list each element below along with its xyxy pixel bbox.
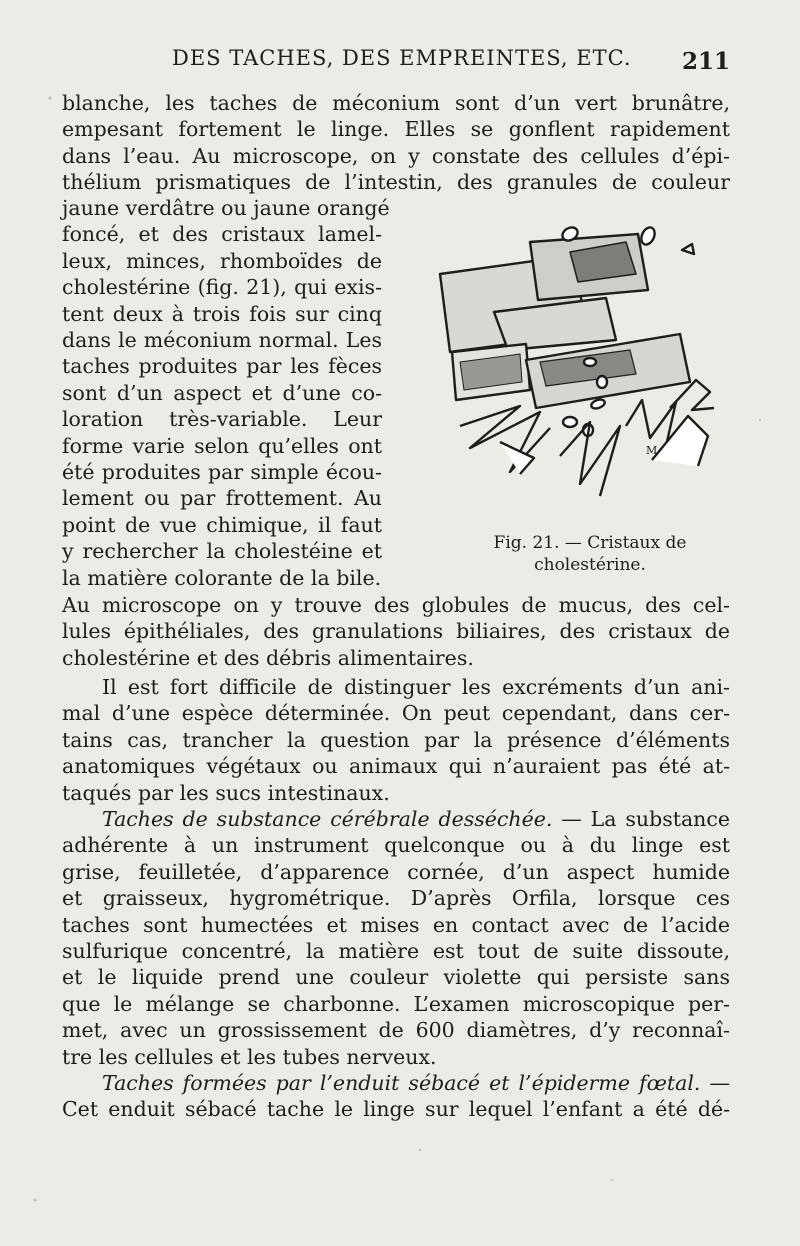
text-line: anatomiques végétaux ou animaux qui n’auraient pas été at- — [62, 754, 730, 779]
text-line: que le mélange se charbonne. L’examen microscopique per- — [62, 991, 730, 1016]
text-wrapped-beside-figure — [62, 195, 390, 591]
text-line: foncé, et des cristaux lamel- — [62, 222, 382, 247]
text-line: point de vue chimique, il faut — [62, 512, 382, 537]
text-line: mal d’une espèce déterminée. On peut cependant, dans cer- — [62, 701, 730, 726]
text-line: sont d’un aspect et d’une co- — [62, 380, 382, 405]
text-line: taqués par les sucs intestinaux. — [62, 780, 390, 805]
text-line: jaune verdâtre ou jaune orangé — [62, 196, 390, 220]
text-line: tains cas, trancher la question par la présence d’éléments — [62, 727, 730, 752]
text-line: y rechercher la cholestéine et — [62, 539, 382, 564]
text-line: et graisseux, hygrométrique. D’après Orfila, lorsque ces — [62, 886, 730, 911]
text-line: loration très-variable. Leur — [62, 407, 382, 432]
running-title: DES TACHES, DES EMPREINTES, ETC. — [172, 46, 632, 70]
text-line: cholestérine (fig. 21), qui exis- — [62, 275, 382, 300]
cholesterol-crystals-figure — [430, 212, 730, 512]
figure-caption — [460, 532, 720, 576]
page-header — [62, 44, 730, 84]
text-line: taches sont humectées et mises en contact avec de l’acide — [62, 912, 730, 937]
paragraph-sebaceous — [62, 1070, 730, 1123]
text-line: été produites par simple écou- — [62, 460, 382, 485]
figure-caption-line: cholestérine. — [534, 555, 646, 575]
text-line — [62, 806, 730, 832]
text-line: dans l’eau. Au microscope, on y constate des cellules d’épi- — [62, 143, 730, 168]
text-line: et le liquide prend une couleur violette qui persiste sans — [62, 965, 730, 990]
page-number: 211 — [681, 48, 730, 75]
text-line: Il est fort difficile de distinguer les excréments d’un ani- — [102, 675, 730, 699]
text-line: dans le méconium normal. Les — [62, 328, 382, 353]
paragraph-cerebral-substance — [62, 806, 730, 1070]
text-line: lement ou par frottement. Au — [62, 486, 382, 511]
text-line: adhérente à un instrument quelconque ou à du linge est — [62, 833, 730, 858]
text-line: Cet enduit sébacé tache le linge sur lequel l’enfant a été dé- — [62, 1097, 730, 1122]
text-line: tre les cellules et les tubes nerveux. — [62, 1044, 437, 1069]
text-line: forme varie selon qu’elles ont — [62, 433, 382, 458]
text-line: Au microscope on y trouve des globules de mucus, des cel- — [62, 593, 730, 617]
text-line: grise, feuilletée, d’apparence cornée, d’un aspect humide — [62, 859, 730, 884]
text-line: sulfurique concentré, la matière est tout de suite dissoute, — [62, 939, 730, 964]
text-line — [62, 1070, 730, 1096]
text-line: lules épithéliales, des granulations biliaires, des cristaux de — [62, 619, 730, 644]
section-heading-italic: Taches de substance cérébrale desséchée. — [102, 807, 553, 831]
text-line: tent deux à trois fois sur cinq — [62, 301, 382, 326]
text-line: taches produites par les fèces — [62, 354, 382, 379]
text-line: cholestérine et des débris alimentaires. — [62, 645, 474, 670]
heading-continuation: — La substance — [552, 807, 730, 831]
figure-caption-line: Fig. 21. — Cristaux de — [493, 533, 687, 553]
text-line: empesant fortement le linge. Elles se gonflent rapidement — [62, 117, 730, 142]
section-heading-italic: Taches formées par l’enduit sébacé et l’épiderme fœtal. — [102, 1071, 701, 1095]
text-line: thélium prismatiques de l’intestin, des granules de couleur — [62, 170, 730, 195]
paragraph-after-figure — [62, 592, 730, 671]
text-line: blanche, les taches de méconium sont d’un vert brunâtre, — [62, 91, 730, 115]
text-line: la matière colorante de la bile. — [62, 565, 382, 590]
text-line: leux, minces, rhomboïdes de — [62, 248, 382, 273]
paragraph-meconium — [62, 90, 730, 196]
text-line: met, avec un grossissement de 600 diamètres, d’y reconnaî- — [62, 1018, 730, 1043]
paragraph-excrements — [62, 674, 730, 806]
heading-continuation: — — [700, 1071, 730, 1095]
svg-text:M: M — [646, 444, 658, 457]
